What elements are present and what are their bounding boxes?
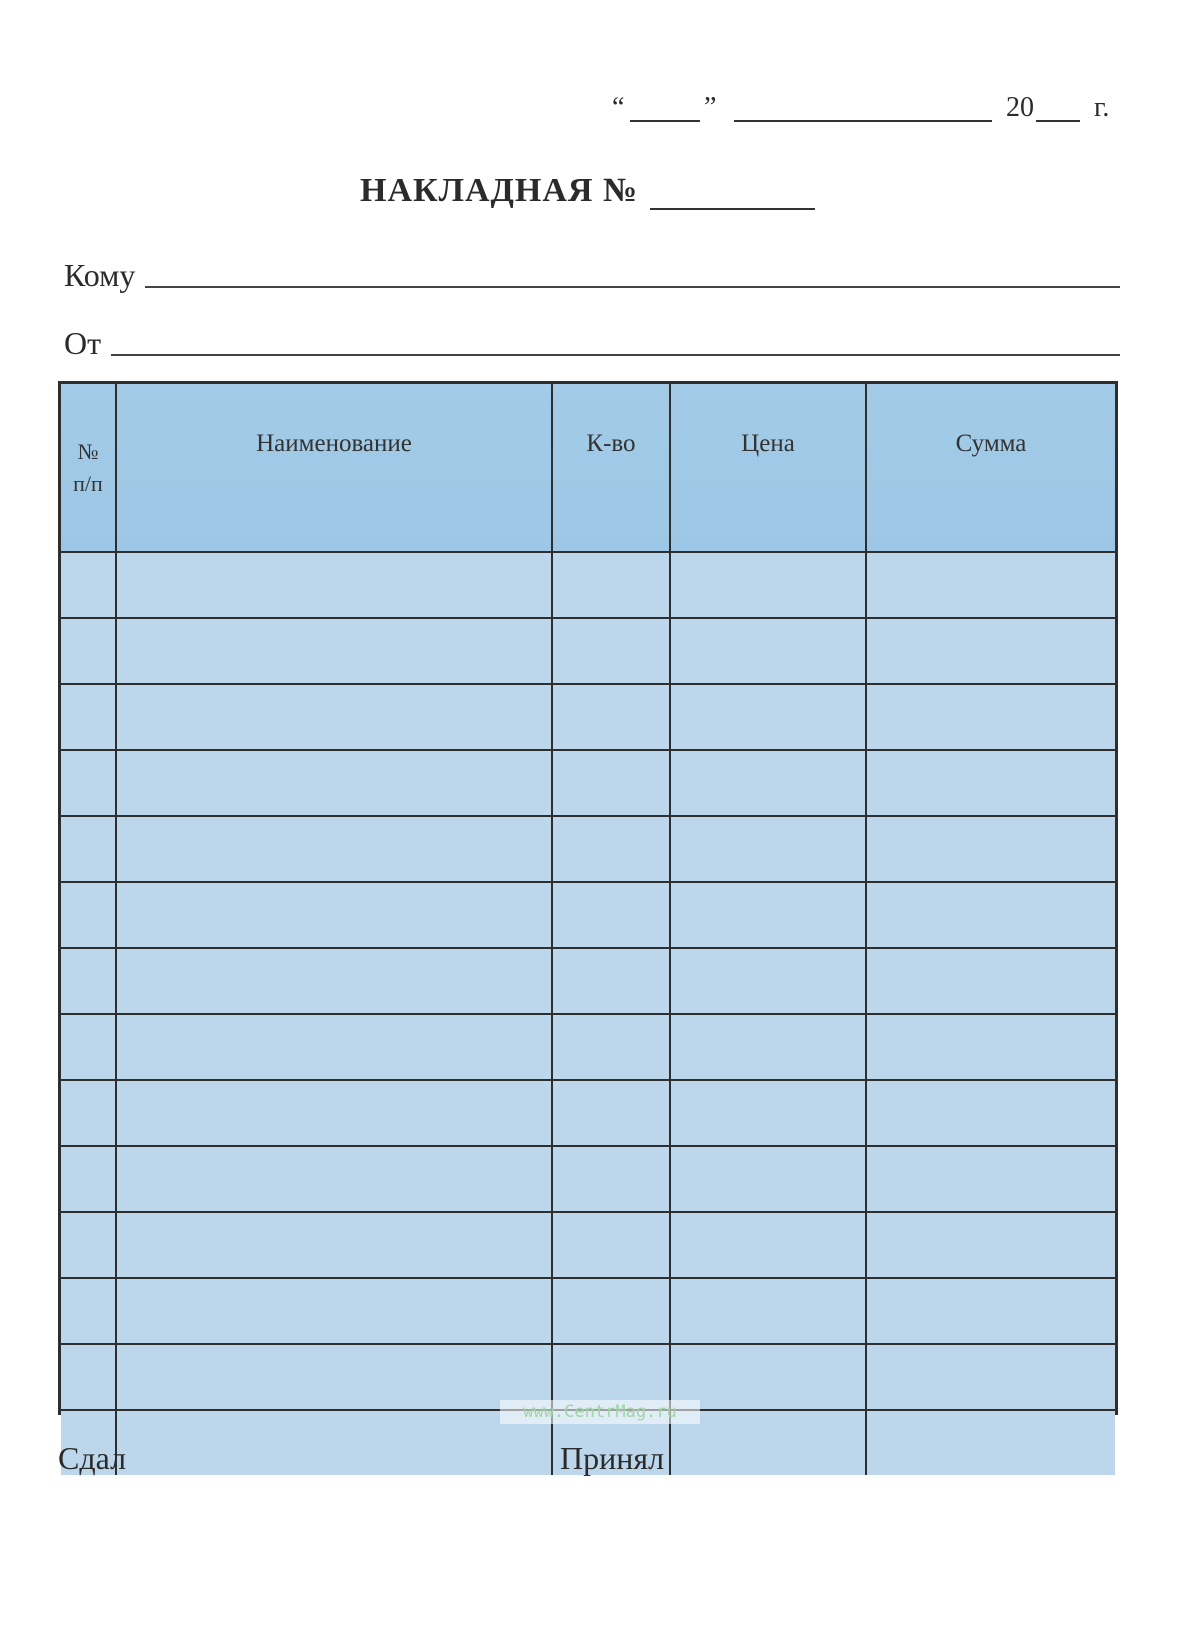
cell-price[interactable] — [670, 1080, 866, 1146]
cell-sum[interactable] — [866, 1278, 1115, 1344]
table-row — [61, 684, 1115, 750]
cell-name[interactable] — [116, 618, 552, 684]
cell-number[interactable] — [61, 816, 116, 882]
cell-name[interactable] — [116, 882, 552, 948]
from-label: От — [64, 325, 102, 361]
table-row — [61, 750, 1115, 816]
table-row — [61, 948, 1115, 1014]
cell-number[interactable] — [61, 1212, 116, 1278]
cell-sum[interactable] — [866, 1080, 1115, 1146]
cell-number[interactable] — [61, 1080, 116, 1146]
cell-name[interactable] — [116, 1278, 552, 1344]
cell-number[interactable] — [61, 948, 116, 1014]
cell-sum[interactable] — [866, 1410, 1115, 1475]
table-row — [61, 816, 1115, 882]
cell-qty[interactable] — [552, 816, 670, 882]
col-header-number — [61, 384, 116, 552]
cell-price[interactable] — [670, 1212, 866, 1278]
cell-number[interactable] — [61, 882, 116, 948]
cell-qty[interactable] — [552, 750, 670, 816]
year-suffix: г. — [1094, 92, 1110, 123]
cell-name[interactable] — [116, 1014, 552, 1080]
cell-name[interactable] — [116, 750, 552, 816]
table-row — [61, 1080, 1115, 1146]
table-row — [61, 618, 1115, 684]
cell-sum[interactable] — [866, 1014, 1115, 1080]
cell-qty[interactable] — [552, 1080, 670, 1146]
cell-sum[interactable] — [866, 552, 1115, 618]
cell-qty[interactable] — [552, 1278, 670, 1344]
col-header-qty: К-во — [552, 384, 670, 552]
col-header-sum: Сумма — [866, 384, 1115, 552]
received-label: Принял — [560, 1440, 665, 1476]
col-header-number-line1: № — [77, 438, 99, 464]
cell-price[interactable] — [670, 1146, 866, 1212]
cell-price[interactable] — [670, 1278, 866, 1344]
cell-number[interactable] — [61, 1344, 116, 1410]
cell-name[interactable] — [116, 552, 552, 618]
cell-number[interactable] — [61, 1014, 116, 1080]
cell-name[interactable] — [116, 1146, 552, 1212]
cell-sum[interactable] — [866, 684, 1115, 750]
table-row — [61, 1212, 1115, 1278]
cell-price[interactable] — [670, 618, 866, 684]
cell-sum[interactable] — [866, 1212, 1115, 1278]
cell-price[interactable] — [670, 816, 866, 882]
cell-sum[interactable] — [866, 1344, 1115, 1410]
document-title — [360, 172, 840, 218]
cell-name[interactable] — [116, 1080, 552, 1146]
cell-price[interactable] — [670, 948, 866, 1014]
cell-name[interactable] — [116, 1410, 552, 1475]
cell-qty[interactable] — [552, 618, 670, 684]
table-row — [61, 1146, 1115, 1212]
cell-name[interactable] — [116, 816, 552, 882]
cell-sum[interactable] — [866, 618, 1115, 684]
cell-price[interactable] — [670, 1014, 866, 1080]
cell-sum[interactable] — [866, 816, 1115, 882]
cell-price[interactable] — [670, 684, 866, 750]
cell-name[interactable] — [116, 684, 552, 750]
items-table — [58, 381, 1118, 1415]
date-line — [612, 92, 1126, 132]
cell-qty[interactable] — [552, 684, 670, 750]
table-row — [61, 1278, 1115, 1344]
cell-number[interactable] — [61, 750, 116, 816]
cell-number[interactable] — [61, 684, 116, 750]
watermark: www.CentrMag.ru — [500, 1400, 700, 1424]
col-header-name: Наименование — [116, 384, 552, 552]
cell-price[interactable] — [670, 750, 866, 816]
cell-qty[interactable] — [552, 882, 670, 948]
cell-number[interactable] — [61, 1146, 116, 1212]
col-header-price: Цена — [670, 384, 866, 552]
cell-qty[interactable] — [552, 552, 670, 618]
cell-qty[interactable] — [552, 948, 670, 1014]
cell-qty[interactable] — [552, 1212, 670, 1278]
table-row — [61, 882, 1115, 948]
to-field — [64, 250, 1120, 294]
cell-sum[interactable] — [866, 882, 1115, 948]
table-row — [61, 1014, 1115, 1080]
col-header-number-line2: п/п — [73, 470, 103, 496]
cell-number[interactable] — [61, 618, 116, 684]
to-line[interactable] — [145, 286, 1120, 288]
cell-name[interactable] — [116, 948, 552, 1014]
gave-label: Сдал — [58, 1440, 127, 1476]
cell-sum[interactable] — [866, 948, 1115, 1014]
year-prefix: 20 — [1006, 92, 1034, 123]
table-row — [61, 552, 1115, 618]
date-close-quote: ” — [704, 92, 717, 123]
to-label: Кому — [64, 257, 136, 293]
cell-number[interactable] — [61, 552, 116, 618]
invoice-number-blank[interactable] — [650, 178, 815, 210]
title-text: НАКЛАДНАЯ № — [360, 172, 639, 209]
cell-sum[interactable] — [866, 750, 1115, 816]
cell-qty[interactable] — [552, 1146, 670, 1212]
cell-name[interactable] — [116, 1212, 552, 1278]
cell-qty[interactable] — [552, 1014, 670, 1080]
cell-name[interactable] — [116, 1344, 552, 1410]
cell-sum[interactable] — [866, 1146, 1115, 1212]
cell-price[interactable] — [670, 882, 866, 948]
from-line[interactable] — [111, 354, 1120, 356]
table-header-row — [61, 384, 1115, 552]
cell-price[interactable] — [670, 552, 866, 618]
from-field — [64, 318, 1120, 362]
cell-number[interactable] — [61, 1278, 116, 1344]
date-open-quote: “ — [612, 92, 625, 123]
